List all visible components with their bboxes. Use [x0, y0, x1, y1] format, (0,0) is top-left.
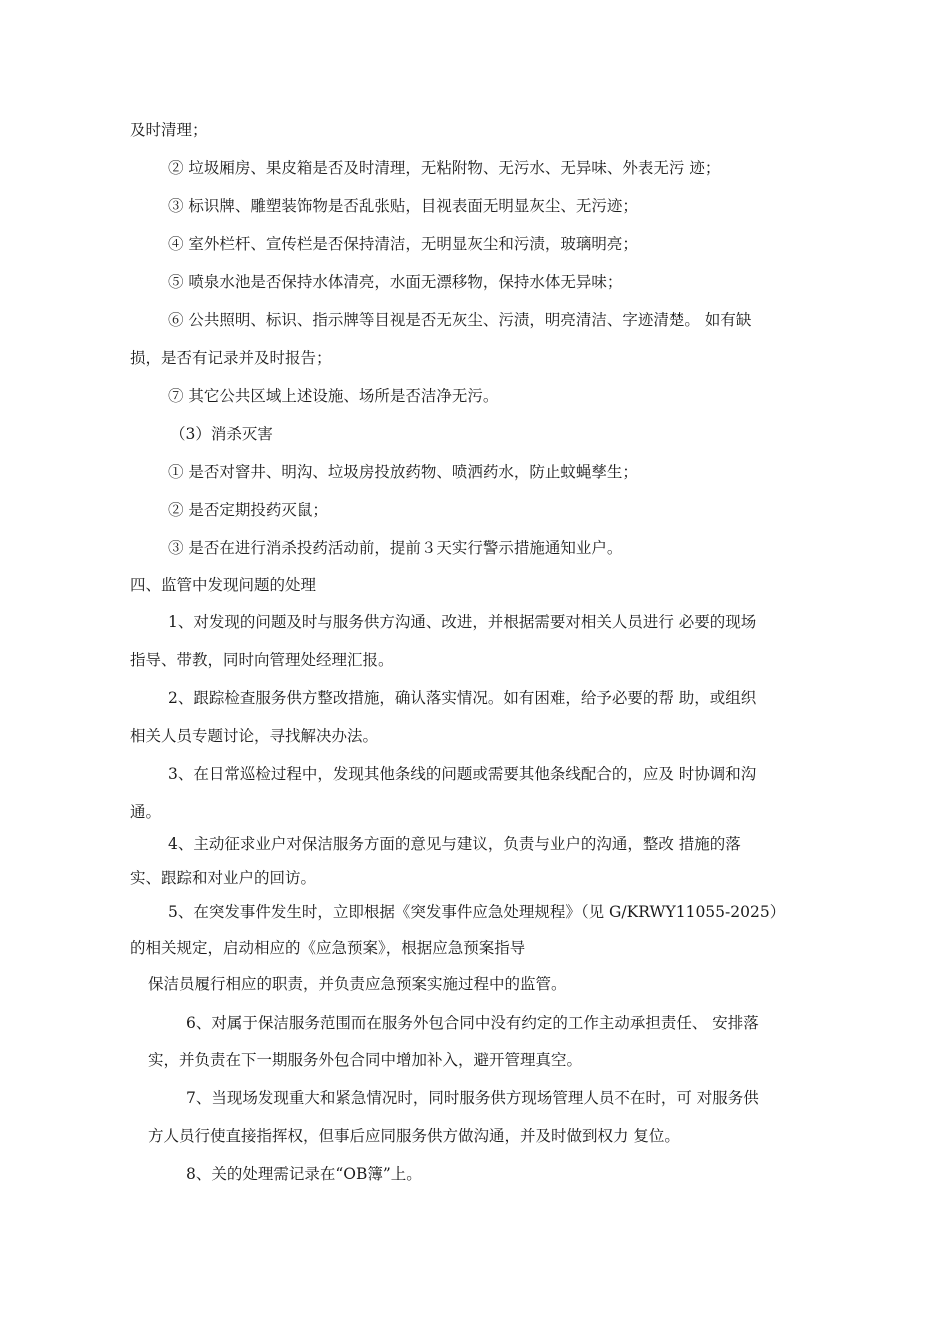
paragraph-line: 实、跟踪和对业户的回访。	[130, 869, 317, 887]
paragraph-line: 实，并负责在下一期服务外包合同中增加补入，避开管理真空。	[148, 1051, 583, 1069]
paragraph-line: 8、关的处理需记录在“OB簿”上。	[186, 1165, 422, 1183]
paragraph-line: 2、跟踪检查服务供方整改措施，确认落实情况。如有困难，给予必要的帮 助，或组织	[168, 689, 757, 707]
list-item: ① 是否对窨井、明沟、垃圾房投放药物、喷洒药水，防止蚊蝇孳生；	[168, 463, 638, 481]
list-item: ④ 室外栏杆、宣传栏是否保持清洁，无明显灰尘和污渍，玻璃明亮；	[168, 235, 638, 253]
paragraph-line: 4、主动征求业户对保洁服务方面的意见与建议，负责与业户的沟通，整改 措施的落	[168, 835, 741, 853]
list-item: ② 垃圾厢房、果皮箱是否及时清理，无粘附物、无污水、无异味、外表无污 迹；	[168, 159, 721, 177]
list-item: ③ 标识牌、雕塑装饰物是否乱张贴，目视表面无明显灰尘、无污迹；	[168, 197, 638, 215]
paragraph-line: 通。	[130, 803, 162, 821]
paragraph-line: 3、在日常巡检过程中，发现其他条线的问题或需要其他条线配合的，应及 时协调和沟	[168, 765, 757, 783]
paragraph-line: 6、对属于保洁服务范围而在服务外包合同中没有约定的工作主动承担责任、 安排落	[186, 1014, 759, 1032]
paragraph-line: 7、当现场发现重大和紧急情况时，同时服务供方现场管理人员不在时，可 对服务供	[186, 1089, 759, 1107]
paragraph-line: 1、对发现的问题及时与服务供方沟通、改进，并根据需要对相关人员进行 必要的现场	[168, 613, 757, 631]
paragraph-line: 保洁员履行相应的职责，并负责应急预案实施过程中的监管。	[148, 975, 567, 993]
paragraph-line: 指导、带教，同时向管理处经理汇报。	[130, 651, 394, 669]
list-item: ⑤ 喷泉水池是否保持水体清亮，水面无漂移物，保持水体无异味；	[168, 273, 623, 291]
sub-heading: （3）消杀灭害	[170, 425, 273, 443]
list-item: ⑦ 其它公共区域上述设施、场所是否洁净无污。	[168, 387, 499, 405]
list-item: ② 是否定期投药灭鼠；	[168, 501, 328, 519]
list-item: ③ 是否在进行消杀投药活动前，提前３天实行警示措施通知业户。	[168, 539, 623, 557]
paragraph-line: 的相关规定，启动相应的《应急预案》，根据应急预案指导	[130, 939, 526, 957]
section-heading: 四、监管中发现问题的处理	[130, 576, 317, 594]
list-item: ⑥ 公共照明、标识、指示牌等目视是否无灰尘、污渍，明亮清洁、字迹清楚。 如有缺	[168, 311, 752, 329]
text-line: 及时清理；	[130, 121, 208, 139]
paragraph-line: 方人员行使直接指挥权，但事后应同服务供方做沟通，并及时做到权力 复位。	[148, 1127, 680, 1145]
paragraph-line: 相关人员专题讨论，寻找解决办法。	[130, 727, 379, 745]
text-line: 损，是否有记录并及时报告；	[130, 349, 332, 367]
paragraph-line: 5、在突发事件发生时，立即根据《突发事件应急处理规程》（见 G/KRWY11055-2025）	[168, 903, 786, 921]
